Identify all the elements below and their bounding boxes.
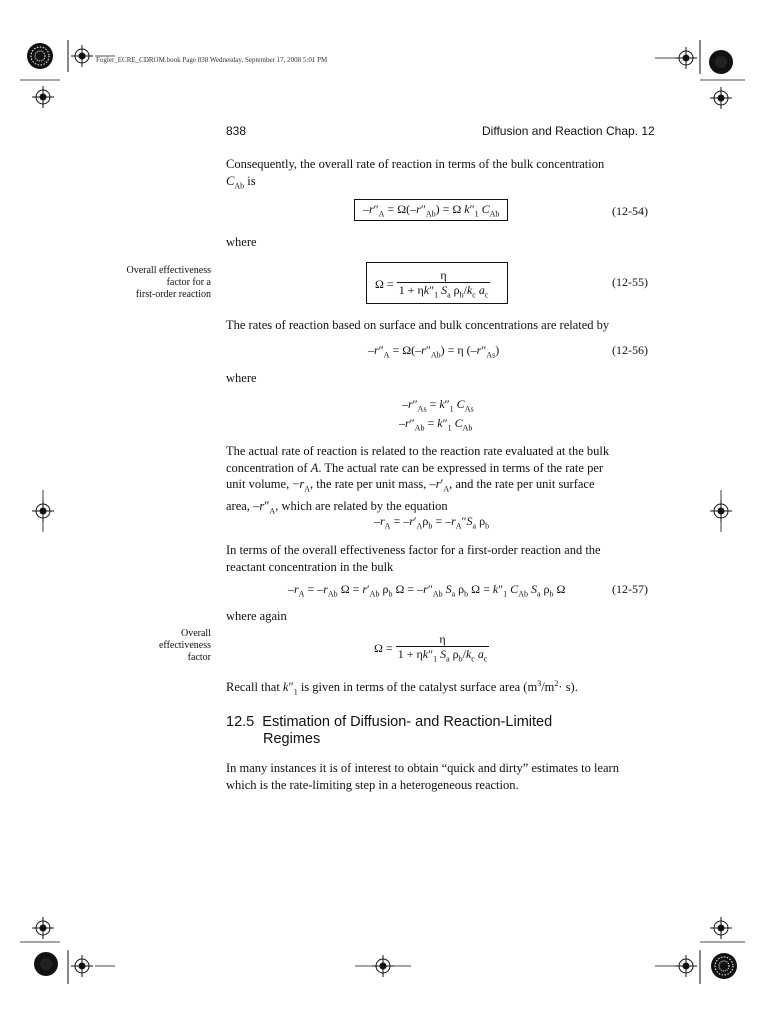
section-heading: 12.5 Estimation of Diffusion- and Reaction-Limited Regimes	[226, 714, 553, 747]
crosshair-mark-left-upper	[32, 86, 54, 108]
equation-12-55: Ω = $\frac{\eta}{1 + \eta k''_1 S_a \rho_b/k_c a_c}$	[366, 262, 508, 304]
crosshair-mark-top-left	[71, 45, 93, 67]
equation-surface-rate: $-r''_{As} = k''_1$ $C_{As}$	[402, 397, 474, 414]
equation-rate-relations: $-r_A = -r'_A\rho_b = -r_A''S_a$ $\rho_b$	[374, 514, 490, 531]
margin-note-overall-effectiveness-first-order: Overall effectiveness factor for a first-order reaction	[126, 265, 211, 300]
where-again-label: where again	[226, 609, 287, 623]
equation-number-12-55: (12-55)	[612, 275, 648, 289]
where-label-1: where	[226, 235, 257, 249]
equation-12-57: $-r_A = -r_{Ab}$ $\Omega = r'_{Ab}$ $\rho_b$ $\Omega = -r''_{Ab}$ $S_a$ $\rho_b$ $\Omega = k''_1$ $C_{Ab}$ $S_a$ $\rho_b$ Ω	[288, 582, 566, 599]
crosshair-mark-right-lower	[710, 917, 732, 939]
equation-bulk-rate: $-r''_{Ab} = k''_1$ $C_{Ab}$	[399, 416, 473, 433]
paragraph-3: The actual rate of reaction is related to the reaction rate evaluated at the bulk concentration of A. The actual rate can be expressed in terms of the rate per unit volume, $-r_A$, the rate per unit mass, $-r'_A$, and the rate per unit surface area, $-r''_A$, which are related by the equation	[226, 444, 610, 516]
page-number: 838	[226, 124, 247, 138]
dot-mark-top-right	[709, 50, 733, 74]
equation-number-12-54: (12-54)	[612, 204, 648, 218]
paragraph-4: In terms of the overall effectiveness factor for a first-order reaction and the reactant concentration in the bulk	[226, 543, 601, 574]
print-slug: Fogler_ECRE_CDROM.book Page 838 Wednesday, September 17, 2008 5:01 PM	[96, 56, 328, 64]
paragraph-1: Consequently, the overall rate of reaction in terms of the bulk concentration $C_{Ab}$ is	[226, 157, 605, 190]
where-label-2: where	[226, 371, 257, 385]
equation-overall-effectiveness: Ω = $\frac{\eta}{1 + \eta k''_1 S_a \rho_b/k_c a_c}$	[374, 632, 488, 664]
equation-number-12-57: (12-57)	[612, 582, 648, 596]
paragraph-2: The rates of reaction based on surface and bulk concentrations are related by	[226, 318, 610, 332]
recall-sentence: Recall that $k''_1$ is given in terms of the catalyst surface area $(m^3/m^2\cdot s)$.	[226, 679, 578, 697]
equation-number-12-56: (12-56)	[612, 343, 648, 357]
paragraph-5: In many instances it is of interest to obtain “quick and dirty” estimates to learn which is the rate-limiting step in a heterogeneous reaction.	[226, 761, 619, 792]
starburst-mark-top-left	[27, 43, 53, 69]
equation-12-54: $-r''_A = \Omega(-r''_{Ab}) = \Omega$ $k''_1$ $C_{Ab}$	[354, 199, 508, 221]
crosshair-mark-bottom-right	[675, 955, 697, 977]
dot-mark-bottom-left	[34, 952, 58, 976]
running-title: Diffusion and Reaction	[482, 124, 603, 138]
crosshair-mark-top-right	[675, 47, 697, 69]
chapter-label: Chap. 12	[606, 124, 655, 138]
margin-note-overall-effectiveness: Overall effectiveness factor	[158, 628, 211, 663]
equation-12-56: $-r''_A = \Omega(-r''_{Ab}) = \eta$ $(-r''_{As})$	[368, 343, 500, 360]
crosshair-mark-bottom-left	[71, 955, 93, 977]
crosshair-mark-left-lower	[32, 917, 54, 939]
crosshair-mark-right-upper	[710, 87, 732, 109]
starburst-mark-bottom-right	[711, 953, 737, 979]
